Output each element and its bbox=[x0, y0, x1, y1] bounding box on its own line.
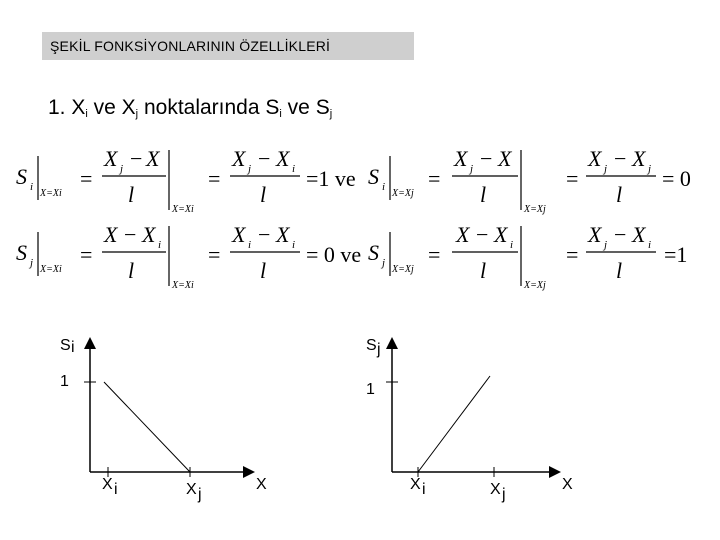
eq3-num2-x2: X bbox=[276, 222, 290, 247]
left-y-sub: i bbox=[71, 339, 75, 356]
eq4-num2-minus: − bbox=[614, 222, 627, 247]
eq3-result: = 0 ve bbox=[306, 242, 362, 267]
eq1-s: S bbox=[16, 164, 27, 189]
eq1-result: =1 ve bbox=[306, 166, 356, 191]
eq4-num2-sub2: i bbox=[648, 239, 652, 251]
eq4-num-x2: X bbox=[494, 222, 508, 247]
eq1-den: l bbox=[128, 182, 135, 207]
left-xj-label: X bbox=[186, 481, 197, 498]
eq1-num2-sub1: j bbox=[248, 163, 252, 175]
si-line bbox=[104, 382, 190, 472]
eq3-equals-1: = bbox=[80, 242, 93, 267]
eq4-den-2: l bbox=[616, 258, 623, 283]
eq1-num2-x2: X bbox=[276, 146, 290, 171]
eq4-s-sub: j bbox=[382, 257, 386, 269]
statement-sub-sj: j bbox=[329, 108, 333, 120]
eq3-num2-minus: − bbox=[258, 222, 271, 247]
eq2-equals-2: = bbox=[566, 166, 579, 191]
eq2-eval: X=Xj bbox=[392, 188, 414, 199]
eq4-num-sub2: i bbox=[510, 239, 514, 251]
eq3-num-x2: X bbox=[142, 222, 156, 247]
eq1-num2-minus: − bbox=[258, 146, 271, 171]
graph-si bbox=[60, 337, 267, 503]
eq3-s-sub: j bbox=[30, 257, 34, 269]
eq4-num2-x2: X bbox=[632, 222, 646, 247]
right-xj-sub: j bbox=[502, 486, 506, 503]
eq3-den: l bbox=[128, 258, 135, 283]
eq4-eval-2: X=Xj bbox=[524, 280, 546, 291]
eq3-num2-sub2: i bbox=[292, 239, 296, 251]
eq4-s: S bbox=[368, 240, 379, 265]
eq2-equals-1: = bbox=[428, 166, 441, 191]
statement-sub-si: i bbox=[279, 108, 282, 120]
eq4-num2-x1: X bbox=[588, 222, 602, 247]
eq2-num2-sub1: j bbox=[604, 163, 608, 175]
eq3-num2-sub1: i bbox=[248, 239, 252, 251]
eq3-num2-x1: X bbox=[232, 222, 246, 247]
eq2-s-sub: i bbox=[382, 181, 386, 193]
left-axis-label: X bbox=[256, 476, 267, 493]
right-xj-label: X bbox=[490, 481, 501, 498]
sj-line bbox=[418, 376, 490, 472]
eq1-eval: X=Xi bbox=[40, 188, 62, 199]
eq3-den-2: l bbox=[260, 258, 267, 283]
left-xj-sub: j bbox=[198, 486, 202, 503]
eq2-den: l bbox=[480, 182, 487, 207]
right-xi-sub: i bbox=[422, 481, 426, 498]
statement-mid-1: ve X bbox=[87, 96, 136, 119]
eq1-num-minus: − bbox=[130, 146, 143, 171]
eq1-s-sub: i bbox=[30, 181, 34, 193]
eq3-num-sub2: i bbox=[158, 239, 162, 251]
eq2-num2-x2: X bbox=[632, 146, 646, 171]
eq1-num2-x1: X bbox=[232, 146, 246, 171]
eq1-num-x2: X bbox=[146, 146, 160, 171]
statement-prefix: 1. X bbox=[48, 96, 86, 119]
eq1-num-sub1: j bbox=[120, 163, 124, 175]
left-xi-sub: i bbox=[114, 481, 118, 498]
eq2-eval-2: X=Xj bbox=[524, 204, 546, 215]
right-y-sub: j bbox=[377, 341, 381, 358]
eq1-equals-1: = bbox=[80, 166, 93, 191]
eq2-num-x1: X bbox=[454, 146, 468, 171]
eq2-num2-x1: X bbox=[588, 146, 602, 171]
eq4-equals-1: = bbox=[428, 242, 441, 267]
eq1-den-2: l bbox=[260, 182, 267, 207]
eq4-den: l bbox=[480, 258, 487, 283]
eq4-num-x1: X bbox=[456, 222, 470, 247]
left-xi-label: X bbox=[102, 476, 113, 493]
statement-mid-2: noktalarında S bbox=[138, 96, 280, 119]
right-axis-label: X bbox=[562, 476, 573, 493]
eq3-num-x1: X bbox=[104, 222, 118, 247]
statement-mid-3: ve S bbox=[281, 96, 330, 119]
eq4-equals-2: = bbox=[566, 242, 579, 267]
eq3-eval: X=Xi bbox=[40, 264, 62, 275]
right-tick-one-label: 1 bbox=[366, 381, 375, 398]
right-y-label: S bbox=[366, 337, 377, 354]
left-y-label: S bbox=[60, 337, 71, 354]
right-xi-label: X bbox=[410, 476, 421, 493]
eq2-num-minus: − bbox=[480, 146, 493, 171]
statement-sub-i: i bbox=[85, 108, 88, 120]
graph-sj bbox=[366, 337, 573, 503]
eq2-num2-sub2: j bbox=[648, 163, 652, 175]
eq1-num-x1: X bbox=[104, 146, 118, 171]
eq4-num2-sub1: j bbox=[604, 239, 608, 251]
eq4-result: =1 bbox=[664, 242, 688, 267]
eq2-den-2: l bbox=[616, 182, 623, 207]
eq1-eval-2: X=Xi bbox=[172, 204, 194, 215]
eq2-result: = 0 bbox=[662, 166, 691, 191]
eq1-equals-2: = bbox=[208, 166, 221, 191]
statement-sub-j: j bbox=[135, 108, 139, 120]
eq3-s: S bbox=[16, 240, 27, 265]
eq2-s: S bbox=[368, 164, 379, 189]
eq4-eval: X=Xj bbox=[392, 264, 414, 275]
eq2-num-sub1: j bbox=[470, 163, 474, 175]
eq3-equals-2: = bbox=[208, 242, 221, 267]
eq1-num2-sub2: i bbox=[292, 163, 296, 175]
eq2-num2-minus: − bbox=[614, 146, 627, 171]
eq2-num-x2: X bbox=[498, 146, 512, 171]
eq4-num-minus: − bbox=[476, 222, 489, 247]
left-tick-one-label: 1 bbox=[60, 373, 69, 390]
eq3-eval-2: X=Xi bbox=[172, 280, 194, 291]
slide-title: ŞEKİL FONKSİYONLARININ ÖZELLİKLERİ bbox=[50, 38, 331, 54]
eq3-num-minus: − bbox=[124, 222, 137, 247]
